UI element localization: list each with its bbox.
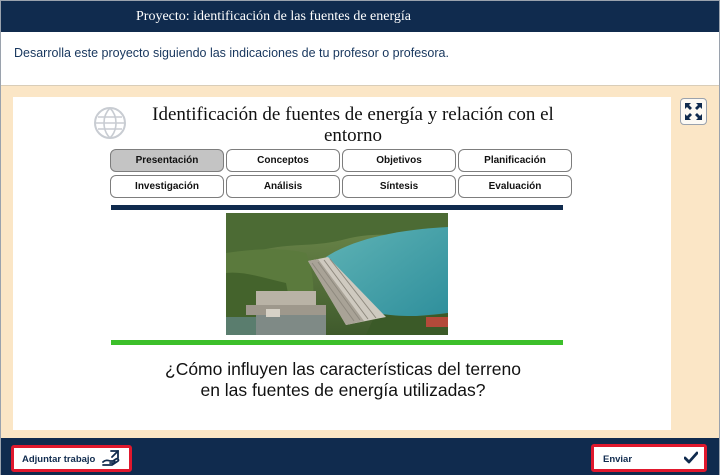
tab-analisis[interactable]: Análisis xyxy=(226,175,340,198)
send-label: Enviar xyxy=(603,454,633,465)
content-title xyxy=(133,104,573,146)
content-panel xyxy=(13,97,671,430)
tab-investigacion[interactable]: Investigación xyxy=(110,175,224,198)
tab-conceptos[interactable]: Conceptos xyxy=(226,149,340,172)
window-title: Proyecto: identificación de las fuentes de energía xyxy=(136,9,411,24)
fullscreen-button[interactable] xyxy=(680,98,707,125)
globe-icon xyxy=(93,106,127,140)
tab-presentacion[interactable]: Presentación xyxy=(110,149,224,172)
dam-photo xyxy=(226,213,448,335)
attach-hand-icon xyxy=(102,450,120,466)
content-title-line-2: entorno xyxy=(323,125,383,146)
attach-work-button[interactable] xyxy=(11,445,132,472)
divider-top xyxy=(111,205,563,210)
divider-bottom xyxy=(111,340,563,345)
content-title-line-1: Identificación de fuentes de energía y relación con el xyxy=(152,104,554,125)
checkmark-icon xyxy=(684,451,698,464)
question-line-2: en las fuentes de energía utilizadas? xyxy=(200,380,486,400)
tab-evaluacion[interactable]: Evaluación xyxy=(458,175,572,198)
guiding-question xyxy=(93,359,593,401)
question-line-1: ¿Cómo influyen las características del terreno xyxy=(165,359,521,379)
title-bar xyxy=(1,1,719,32)
attach-work-label: Adjuntar trabajo xyxy=(22,454,96,465)
tab-planificacion[interactable]: Planificación xyxy=(458,149,572,172)
tab-sintesis[interactable]: Síntesis xyxy=(342,175,456,198)
send-button[interactable] xyxy=(591,444,707,472)
tab-objetivos[interactable]: Objetivos xyxy=(342,149,456,172)
instructions-text: Desarrolla este proyecto siguiendo las indicaciones de tu profesor o profesora. xyxy=(14,46,449,60)
instructions-box xyxy=(1,32,719,86)
expand-icon xyxy=(681,99,706,124)
